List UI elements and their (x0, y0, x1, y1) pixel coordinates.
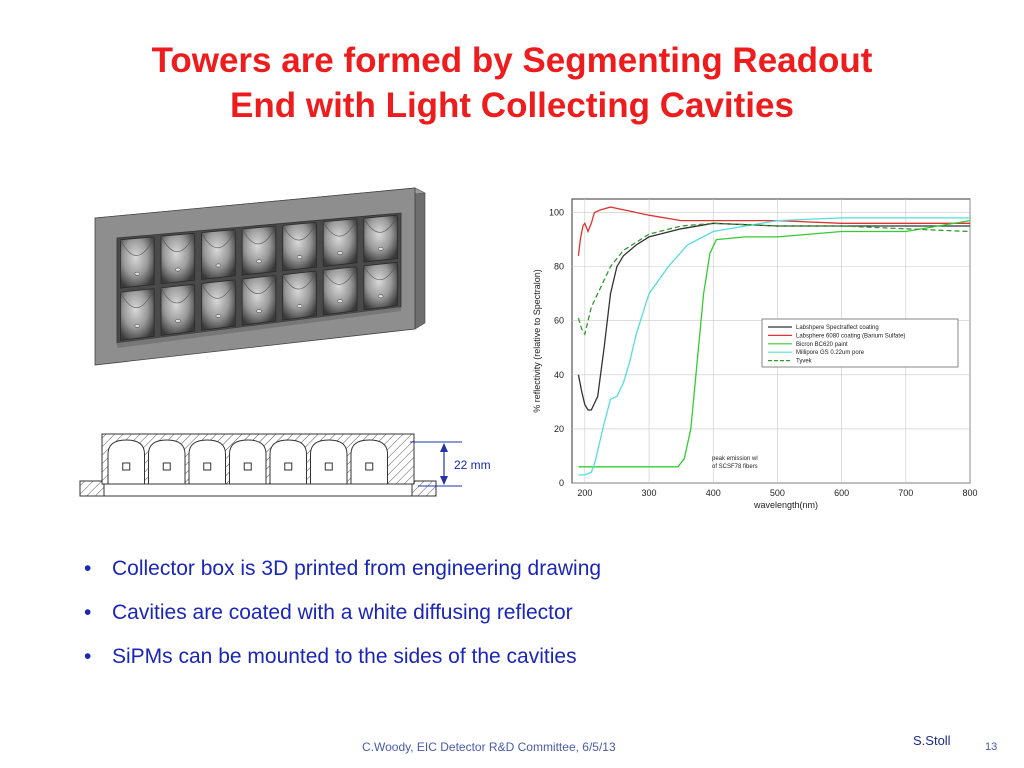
x-tick-label: 700 (898, 488, 914, 498)
x-tick-label: 200 (577, 488, 593, 498)
cavity-arches (108, 440, 388, 484)
bullet-marker: • (84, 645, 92, 668)
bullet-marker: • (84, 601, 92, 624)
cavity-arch (189, 440, 226, 484)
cavity-arch (230, 440, 267, 484)
cavity-hole (175, 319, 180, 322)
cavity-hole (297, 256, 302, 259)
cavity-hole (216, 264, 221, 267)
x-tick-label: 300 (641, 488, 657, 498)
sipm-square (244, 463, 251, 470)
cavity-hole (338, 251, 343, 254)
bullet-text: Collector box is 3D printed from engineering drawing (112, 557, 602, 580)
y-tick-label: 20 (553, 423, 564, 434)
annotation-line-2: of SCSF78 fibers (712, 464, 758, 470)
cavity-cell (120, 237, 154, 288)
cavity-hole (175, 268, 180, 271)
y-tick-label: 100 (548, 207, 564, 218)
cavity-hole (257, 309, 262, 312)
cavity-arch (270, 440, 307, 484)
footer-author: S.Stoll (913, 733, 951, 748)
bullet-text: SiPMs can be mounted to the sides of the cavities (112, 645, 577, 668)
y-tick-label: 0 (558, 478, 564, 488)
bullet-text: Cavities are coated with a white diffusing reflector (112, 601, 573, 624)
cavity-arch (351, 440, 388, 484)
sipm-square (204, 463, 211, 470)
sipm-square (366, 463, 373, 470)
footer-credit: C.Woody, EIC Detector R&D Committee, 6/5/13 (362, 740, 616, 754)
cavity-cell (283, 222, 317, 270)
chart-legend (762, 319, 958, 367)
reflectivity-chart (524, 195, 984, 515)
cavity-hole (378, 247, 383, 250)
y-axis-ticks (549, 208, 564, 488)
legend-label: Labsphere 6080 coating (Barium Sulfate) (796, 333, 906, 340)
x-tick-label: 800 (962, 488, 978, 498)
cavity-cell (364, 215, 398, 262)
page-number: 13 (985, 741, 998, 753)
y-tick-label: 80 (553, 261, 564, 272)
x-tick-label: 500 (769, 488, 785, 498)
cavity-cell (323, 219, 357, 267)
cavity-hole (135, 272, 140, 275)
x-axis-ticks (577, 488, 977, 498)
y-tick-label: 60 (553, 315, 564, 326)
sipm-square (325, 463, 332, 470)
cavity-arch (108, 440, 145, 484)
dimension-label: 22 mm (454, 458, 491, 472)
slide-title-line-2: End with Light Collecting Cavities (230, 86, 794, 125)
cavity-cell (323, 267, 357, 315)
bullet-item (84, 596, 601, 640)
cross-section-drawing (78, 428, 518, 500)
cavity-cell (202, 230, 236, 280)
cavity-hole (297, 305, 302, 308)
legend-label: Tyvek (796, 358, 812, 365)
sipm-square (123, 463, 130, 470)
cavity-cell (242, 226, 276, 275)
sipm-square (285, 463, 292, 470)
bullet-item (84, 640, 601, 684)
cavity-hole (378, 295, 383, 298)
annotation-line-1: peak emission wl (712, 456, 758, 462)
bullet-item (84, 552, 601, 596)
x-tick-label: 400 (705, 488, 721, 498)
collector-box-3d-image (90, 183, 435, 371)
legend-label: Millipore GS 0.22um pore (796, 350, 865, 357)
cavity-cell (242, 275, 276, 325)
bullet-marker: • (84, 557, 92, 580)
cavity-hole (216, 314, 221, 317)
cavity-cell (161, 284, 195, 335)
legend-label: Labshpere Spectraflect coating (796, 325, 879, 331)
cavity-cell (202, 280, 236, 330)
cavity-hole (135, 324, 140, 327)
x-tick-label: 600 (834, 488, 850, 498)
cavity-arch (311, 440, 348, 484)
y-axis-label: % reflectivity (relative to Spectralon) (532, 269, 542, 413)
x-axis-label: wavelength(nm) (753, 500, 819, 510)
bullet-list (84, 552, 601, 684)
y-tick-label: 40 (553, 369, 564, 380)
sipm-square (163, 463, 170, 470)
cavity-cell (283, 271, 317, 320)
cavity-cell (161, 233, 195, 284)
cavity-hole (338, 300, 343, 303)
cavity-cell (364, 262, 398, 310)
cavity-cell (120, 289, 154, 341)
cavity-arch (149, 440, 186, 484)
cavity-hole (257, 260, 262, 263)
slide-title-line-1: Towers are formed by Segmenting Readout (151, 41, 873, 80)
slide-title (0, 38, 1024, 128)
legend-label: Bicron BC620 paint (796, 341, 848, 348)
